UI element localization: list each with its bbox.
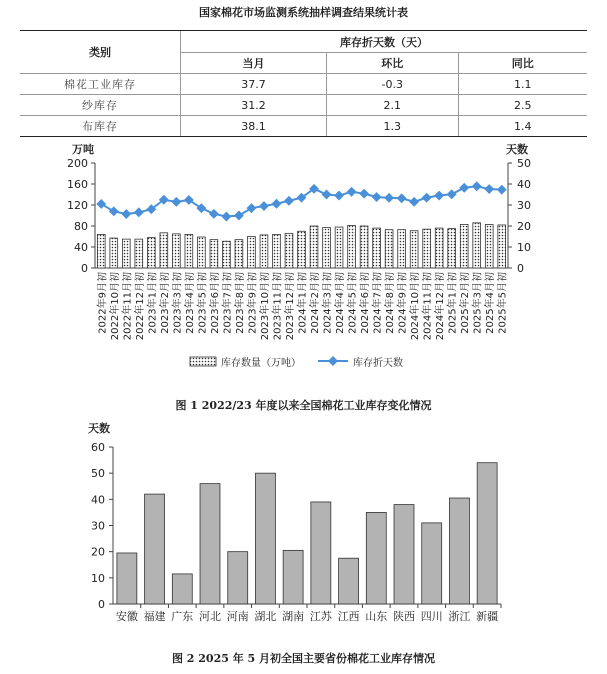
x-tick-label: 2023年2月初 [159, 272, 171, 334]
days-point [272, 199, 282, 209]
x-tick-label: 湖南 [282, 610, 305, 623]
legend-bar-swatch [190, 357, 216, 366]
x-tick-label: 2024年3月初 [322, 272, 334, 334]
x-tick-label: 安徽 [115, 610, 138, 623]
left-tick-label: 80 [74, 220, 88, 233]
header-current: 当月 [181, 53, 327, 74]
x-tick-label: 2024年9月初 [397, 272, 409, 334]
x-tick-label: 四川 [420, 610, 443, 623]
days-point [447, 189, 457, 199]
days-point [372, 192, 382, 202]
days-point [422, 193, 432, 203]
x-tick-label: 2025年3月初 [472, 272, 484, 334]
cell-current: 37.7 [181, 74, 327, 95]
right-tick-label: 10 [517, 241, 531, 254]
days-point [234, 211, 244, 221]
inventory-bar [223, 241, 231, 268]
province-bar [283, 550, 303, 604]
days-point [259, 201, 269, 211]
province-bar [255, 473, 275, 604]
x-tick-label: 2023年3月初 [172, 272, 184, 334]
inventory-bar [385, 230, 393, 268]
province-bar [394, 505, 414, 604]
x-tick-label: 江西 [337, 610, 360, 623]
inventory-bar [172, 234, 180, 268]
days-point [384, 193, 394, 203]
x-tick-label: 2024年11月初 [422, 272, 434, 341]
days-point [109, 206, 119, 216]
inventory-bar [373, 228, 381, 268]
row-label: 棉花工业库存 [20, 74, 181, 95]
inventory-bar [423, 229, 431, 268]
x-tick-label: 2022年12月初 [134, 272, 146, 341]
inventory-bar [210, 240, 218, 268]
y-tick-label: 10 [91, 571, 105, 585]
inventory-bar [410, 231, 418, 268]
province-bar [422, 523, 442, 604]
days-point [397, 193, 407, 203]
left-axis-unit: 万吨 [72, 143, 94, 156]
days-point [409, 197, 419, 207]
province-bar [172, 574, 192, 604]
province-bar [200, 484, 220, 604]
province-bar [339, 558, 359, 604]
inventory-bar [185, 234, 193, 268]
x-tick-label: 2023年6月初 [209, 272, 221, 334]
inventory-bar [235, 240, 243, 268]
x-tick-label: 2024年1月初 [297, 272, 309, 334]
cell-yoy: 1.4 [458, 116, 587, 137]
right-tick-label: 30 [517, 199, 531, 212]
inventory-bar [498, 225, 506, 268]
days-point [171, 197, 181, 207]
row-label: 纱库存 [20, 95, 181, 116]
inventory-bar [110, 238, 118, 268]
days-point [196, 203, 206, 213]
province-bar [117, 553, 137, 604]
cell-yoy: 2.5 [458, 95, 587, 116]
left-tick-label: 160 [67, 178, 88, 191]
left-tick-label: 0 [81, 262, 88, 275]
days-point [246, 203, 256, 213]
left-tick-label: 40 [74, 241, 88, 254]
x-tick-label: 2023年7月初 [222, 272, 234, 334]
days-point [434, 191, 444, 201]
x-tick-label: 广东 [171, 610, 194, 623]
legend-bar-label: 库存数量（万吨） [221, 358, 301, 369]
inventory-bar [323, 228, 331, 268]
x-tick-label: 2023年9月初 [247, 272, 259, 334]
x-tick-label: 江苏 [309, 610, 332, 623]
y-tick-label: 40 [91, 493, 105, 507]
right-tick-label: 20 [517, 220, 531, 233]
right-tick-label: 50 [517, 157, 531, 170]
x-tick-label: 湖北 [254, 610, 277, 623]
x-tick-label: 2025年4月初 [485, 272, 497, 334]
x-tick-label: 2023年11月初 [272, 272, 284, 341]
right-tick-label: 40 [517, 178, 531, 191]
x-tick-label: 2023年10月初 [259, 272, 271, 341]
inventory-bar [260, 235, 268, 268]
inventory-bar [197, 237, 205, 268]
x-tick-label: 2023年8月初 [234, 272, 246, 334]
inventory-bar [248, 237, 256, 269]
x-tick-label: 2022年10月初 [109, 272, 121, 341]
province-bar [449, 498, 469, 604]
table-title: 国家棉花市场监测系统抽样调查结果统计表 [199, 6, 408, 19]
y-tick-label: 50 [91, 467, 105, 481]
inventory-bar [360, 226, 368, 268]
x-tick-label: 2025年2月初 [460, 272, 472, 334]
y-tick-label: 30 [91, 519, 105, 533]
right-axis-unit: 天数 [506, 143, 528, 156]
inventory-bar [122, 239, 130, 268]
inventory-bar [398, 230, 406, 268]
days-point [347, 187, 357, 197]
cell-mom: 2.1 [326, 95, 458, 116]
x-tick-label: 2024年2月初 [310, 272, 322, 334]
x-tick-label: 福建 [143, 610, 166, 623]
header-mom: 环比 [326, 53, 458, 74]
x-tick-label: 2024年10月初 [410, 272, 422, 341]
days-point [497, 185, 507, 195]
inventory-bar [273, 234, 281, 268]
x-tick-label: 山东 [365, 610, 388, 623]
cell-mom: 1.3 [326, 116, 458, 137]
left-tick-label: 200 [67, 157, 88, 170]
days-point [334, 191, 344, 201]
x-tick-label: 2024年4月初 [335, 272, 347, 334]
days-point [459, 183, 469, 193]
x-tick-label: 2025年5月初 [497, 272, 509, 334]
days-point [184, 195, 194, 205]
header-yoy: 同比 [458, 53, 587, 74]
days-point [121, 209, 131, 219]
province-bar [228, 552, 248, 604]
x-tick-label: 河南 [226, 610, 249, 623]
inventory-bar [285, 233, 293, 268]
days-point [221, 212, 231, 222]
cell-current: 38.1 [181, 116, 327, 137]
province-bar [311, 502, 331, 604]
inventory-bar [460, 224, 468, 268]
legend-line-label: 库存折天数 [353, 358, 403, 369]
days-point [322, 190, 332, 200]
x-tick-label: 新疆 [476, 610, 499, 623]
x-tick-label: 陕西 [393, 610, 415, 623]
x-tick-label: 2024年12月初 [435, 272, 447, 341]
days-point [484, 184, 494, 194]
figure2-caption: 图 2 2025 年 5 月初全国主要省份棉花工业库存情况 [171, 652, 436, 665]
inventory-bar [135, 239, 143, 268]
x-tick-label: 2023年12月初 [284, 272, 296, 341]
province-bar [145, 494, 165, 604]
days-point [284, 196, 294, 206]
province-days-chart [0, 410, 607, 635]
x-tick-label: 浙江 [448, 610, 471, 623]
inventory-bar [160, 233, 168, 268]
inventory-bar [335, 227, 343, 268]
x-tick-label: 2023年1月初 [147, 272, 159, 334]
cell-yoy: 1.1 [458, 74, 587, 95]
figure1-caption: 图 1 2022/23 年度以来全国棉花工业库存变化情况 [175, 399, 432, 412]
inventory-bar [310, 226, 318, 268]
x-tick-label: 2023年4月初 [184, 272, 196, 334]
left-tick-label: 120 [67, 199, 88, 212]
right-tick-label: 0 [517, 262, 524, 275]
x-tick-label: 2022年11月初 [122, 272, 134, 341]
inventory-bar [97, 234, 105, 268]
inventory-bar [298, 231, 306, 268]
inventory-bar [147, 238, 155, 268]
cell-mom: -0.3 [326, 74, 458, 95]
x-tick-label: 2022年9月初 [97, 272, 109, 334]
y-tick-label: 0 [98, 598, 105, 611]
row-label: 布库存 [20, 116, 181, 137]
days-point [209, 209, 219, 219]
inventory-bar [485, 224, 493, 268]
inventory-bar [448, 229, 456, 268]
legend-line-marker [328, 356, 338, 366]
header-group: 库存折天数（天） [181, 31, 588, 53]
x-tick-label: 2024年7月初 [372, 272, 384, 334]
inventory-bar [435, 228, 443, 268]
x-tick-label: 2024年6月初 [360, 272, 372, 334]
province-bar [477, 463, 497, 604]
y-tick-label: 60 [91, 441, 105, 454]
days-point [96, 199, 106, 209]
days-point [134, 207, 144, 217]
inventory-bar [348, 225, 356, 268]
y-axis-unit: 天数 [88, 422, 110, 435]
x-tick-label: 河北 [199, 610, 221, 623]
header-category: 类别 [20, 31, 181, 74]
province-bar [366, 512, 386, 604]
y-tick-label: 20 [91, 545, 105, 559]
x-tick-label: 2025年1月初 [447, 272, 459, 334]
cell-current: 31.2 [181, 95, 327, 116]
inventory-bar [473, 223, 481, 268]
x-tick-label: 2024年8月初 [385, 272, 397, 334]
x-tick-label: 2024年5月初 [347, 272, 359, 334]
days-point [472, 181, 482, 191]
x-tick-label: 2023年5月初 [197, 272, 209, 334]
days-point [359, 189, 369, 199]
